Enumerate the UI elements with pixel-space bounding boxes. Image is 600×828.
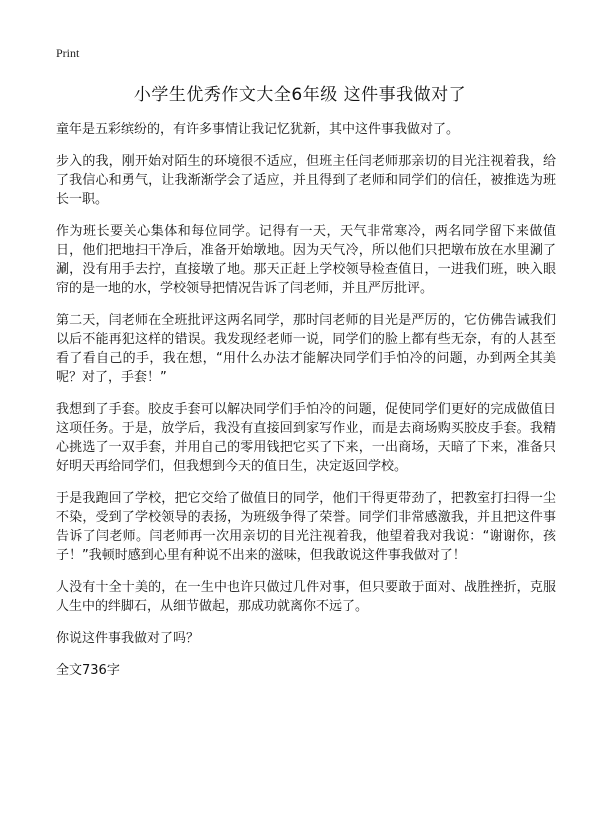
paragraph: 我想到了手套。胶皮手套可以解决同学们手怕冷的问题，促使同学们更好的完成做值日这项任务。于是，放学后，我没有直接回到家写作业，而是去商场购买胶皮手套。我精心挑选了一双手套，并用自己的零用钱把它买了下来，一出商场，天暗了下来，准备只好明天再给同学们，但我想到今天的值日生，决定返回学校。: [56, 402, 556, 474]
paragraph: 步入的我，刚开始对陌生的环境很不适应，但班主任闫老师那亲切的目光注视着我，给了我信心和勇气，让我渐渐学会了适应，并且得到了老师和同学们的信任，被推选为班长一职。: [56, 154, 556, 207]
word-count: 全文736字: [56, 663, 120, 678]
page-title: 小学生优秀作文大全6年级 这件事我做对了: [133, 85, 467, 105]
paragraph: 童年是五彩缤纷的，有许多事情让我记忆犹新，其中这件事我做对了。: [56, 122, 460, 137]
paragraph: 你说这件事我做对了吗？: [56, 631, 200, 646]
paragraph: 于是我跑回了学校，把它交给了做值日的同学，他们干得更带劲了，把教室打扫得一尘不染，受到了学校领导的表扬，为班级争得了荣誉。同学们非常感激我，并且把这件事告诉了闫老师。闫老师再一次用亲切的目光注视着我，他望着我对我说：“谢谢你，孩子！”我顿时感到心里有种说不出来的滋味，但我敢说这件事我做对了！: [56, 491, 556, 563]
paragraph: 作为班长要关心集体和每位同学。记得有一天，天气非常寒冷，两名同学留下来做值日，他们把地扫干净后，准备开始墩地。因为天气冷，所以他们只把墩布放在水里涮了涮，没有用手去拧，直接墩了地。那天正赶上学校领导检查值日，一进我们班，映入眼帘的是一地的水，学校领导把情况告诉了闫老师，并且严厉批评。: [56, 224, 556, 296]
article-body: [56, 120, 556, 680]
paragraph: 第二天，闫老师在全班批评这两名同学，那时闫老师的目光是严厉的，它仿佛告诫我们以后不能再犯这样的错误。我发现经老师一说，同学们的脸上都有些无奈，有的人甚至看了看自己的手，我在想，“用什么办法才能解决同学们手怕冷的问题，办到两全其美呢？对了，手套！”: [56, 313, 556, 385]
paragraph: 人没有十全十美的，在一生中也许只做过几件对事，但只要敢于面对、战胜挫折，克服人生中的绊脚石，从细节做起，那成功就离你不远了。: [56, 580, 556, 614]
print-link[interactable]: Print: [56, 46, 80, 60]
